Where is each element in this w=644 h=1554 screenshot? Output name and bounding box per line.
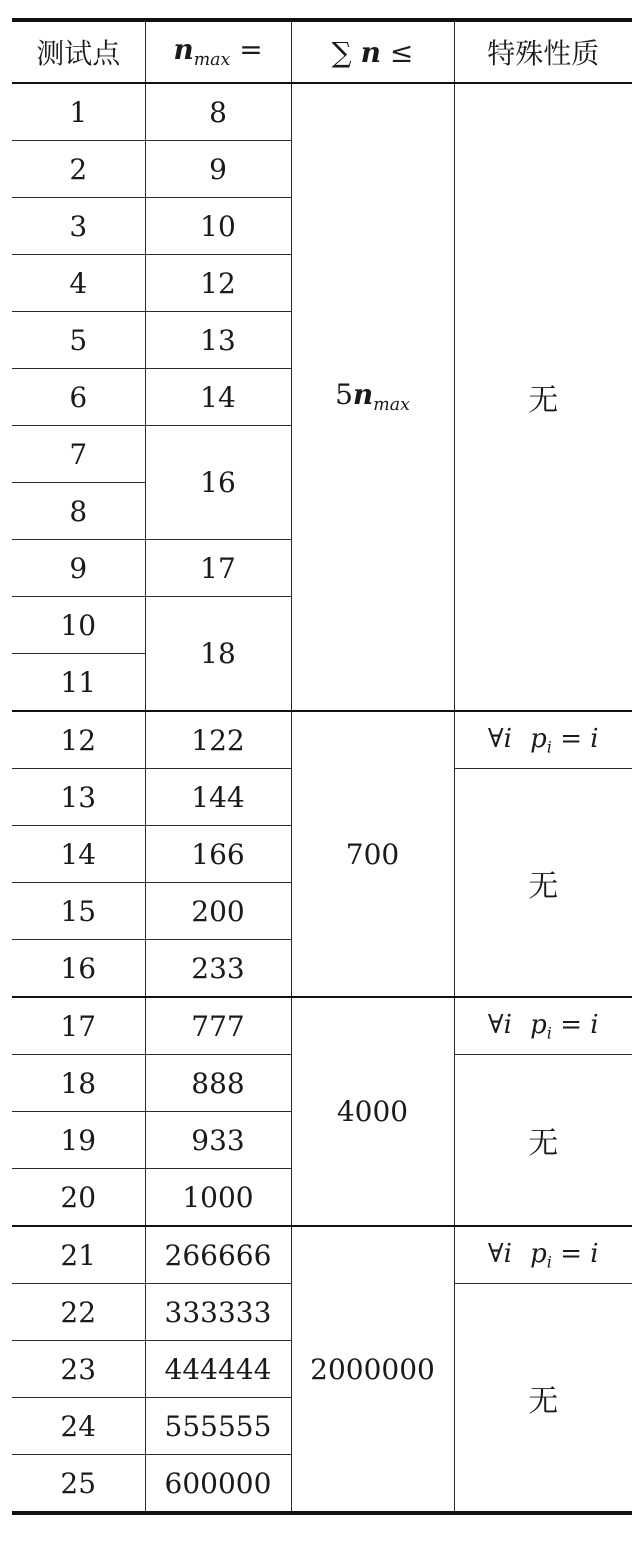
prop-p: p xyxy=(530,1238,547,1269)
nmax-cell: 600000 xyxy=(145,1455,291,1514)
nmax-cell: 444444 xyxy=(145,1341,291,1398)
nmax-cell: 333333 xyxy=(145,1284,291,1341)
sum-cell-group4: 2000000 xyxy=(291,1226,454,1513)
prop-sub: i xyxy=(546,1023,552,1043)
prop-p: p xyxy=(530,723,547,754)
prop-var: i xyxy=(503,1009,512,1040)
prop-p: p xyxy=(530,1009,547,1040)
nmax-cell: 18 xyxy=(145,597,291,712)
nmax-cell: 200 xyxy=(145,883,291,940)
case-id: 7 xyxy=(12,426,145,483)
case-id: 4 xyxy=(12,255,145,312)
table-row xyxy=(12,1226,632,1284)
property-cell-identity xyxy=(454,711,632,769)
nmax-cell: 9 xyxy=(145,141,291,198)
case-id: 17 xyxy=(12,997,145,1055)
nmax-cell: 17 xyxy=(145,540,291,597)
prop-eq: = xyxy=(560,723,582,754)
nmax-cell: 122 xyxy=(145,711,291,769)
header-sum-op: ≤ xyxy=(389,35,414,69)
header-row xyxy=(12,20,632,83)
case-id: 2 xyxy=(12,141,145,198)
sum-cell-group3: 4000 xyxy=(291,997,454,1226)
property-cell-group4: 无 xyxy=(454,1284,632,1514)
table-row xyxy=(12,711,632,769)
sum-sub: max xyxy=(373,395,410,416)
nmax-cell: 266666 xyxy=(145,1226,291,1284)
nmax-cell: 12 xyxy=(145,255,291,312)
case-id: 5 xyxy=(12,312,145,369)
property-cell-identity xyxy=(454,997,632,1055)
case-id: 6 xyxy=(12,369,145,426)
prop-sub: i xyxy=(546,1252,552,1272)
prop-eq: = xyxy=(560,1238,582,1269)
nmax-cell: 14 xyxy=(145,369,291,426)
sum-cell-group2: 700 xyxy=(291,711,454,997)
case-id: 23 xyxy=(12,1341,145,1398)
prop-rhs: i xyxy=(590,1009,599,1040)
constraints-table xyxy=(12,18,632,1515)
nmax-cell: 233 xyxy=(145,940,291,998)
sum-cell-group1 xyxy=(291,83,454,711)
property-cell-group2: 无 xyxy=(454,769,632,998)
nmax-cell: 1000 xyxy=(145,1169,291,1227)
nmax-cell: 933 xyxy=(145,1112,291,1169)
property-cell-group3: 无 xyxy=(454,1055,632,1227)
case-id: 24 xyxy=(12,1398,145,1455)
table-row xyxy=(12,83,632,141)
case-id: 15 xyxy=(12,883,145,940)
case-id: 1 xyxy=(12,83,145,141)
case-id: 22 xyxy=(12,1284,145,1341)
prop-var: i xyxy=(503,723,512,754)
header-case: 测试点 xyxy=(12,20,145,83)
nmax-cell: 16 xyxy=(145,426,291,540)
case-id: 9 xyxy=(12,540,145,597)
nmax-cell: 10 xyxy=(145,198,291,255)
nmax-cell: 8 xyxy=(145,83,291,141)
case-id: 8 xyxy=(12,483,145,540)
case-id: 3 xyxy=(12,198,145,255)
property-cell-group1: 无 xyxy=(454,83,632,711)
case-id: 13 xyxy=(12,769,145,826)
header-property: 特殊性质 xyxy=(454,20,632,83)
case-id: 21 xyxy=(12,1226,145,1284)
header-nmax-sub: max xyxy=(193,50,231,71)
nmax-cell: 555555 xyxy=(145,1398,291,1455)
case-id: 11 xyxy=(12,654,145,712)
case-id: 12 xyxy=(12,711,145,769)
case-id: 14 xyxy=(12,826,145,883)
header-nmax xyxy=(145,20,291,83)
case-id: 16 xyxy=(12,940,145,998)
header-sum xyxy=(291,20,454,83)
nmax-cell: 888 xyxy=(145,1055,291,1112)
case-id: 19 xyxy=(12,1112,145,1169)
prop-eq: = xyxy=(560,1009,582,1040)
table-row xyxy=(12,997,632,1055)
forall-symbol: ∀ xyxy=(487,723,504,754)
case-id: 25 xyxy=(12,1455,145,1514)
nmax-cell: 777 xyxy=(145,997,291,1055)
header-nmax-var: n xyxy=(173,33,194,67)
nmax-cell: 13 xyxy=(145,312,291,369)
prop-rhs: i xyxy=(590,723,599,754)
forall-symbol: ∀ xyxy=(487,1009,504,1040)
sum-coeff: 5 xyxy=(335,378,353,412)
nmax-cell: 144 xyxy=(145,769,291,826)
case-id: 10 xyxy=(12,597,145,654)
nmax-cell: 166 xyxy=(145,826,291,883)
header-nmax-op: = xyxy=(239,33,263,67)
prop-sub: i xyxy=(546,737,552,757)
sum-var: n xyxy=(352,378,374,412)
prop-var: i xyxy=(503,1238,512,1269)
property-cell-identity xyxy=(454,1226,632,1284)
header-sum-symbol: ∑ xyxy=(331,35,352,69)
prop-rhs: i xyxy=(590,1238,599,1269)
header-sum-var: n xyxy=(360,35,381,69)
forall-symbol: ∀ xyxy=(487,1238,504,1269)
case-id: 20 xyxy=(12,1169,145,1227)
case-id: 18 xyxy=(12,1055,145,1112)
